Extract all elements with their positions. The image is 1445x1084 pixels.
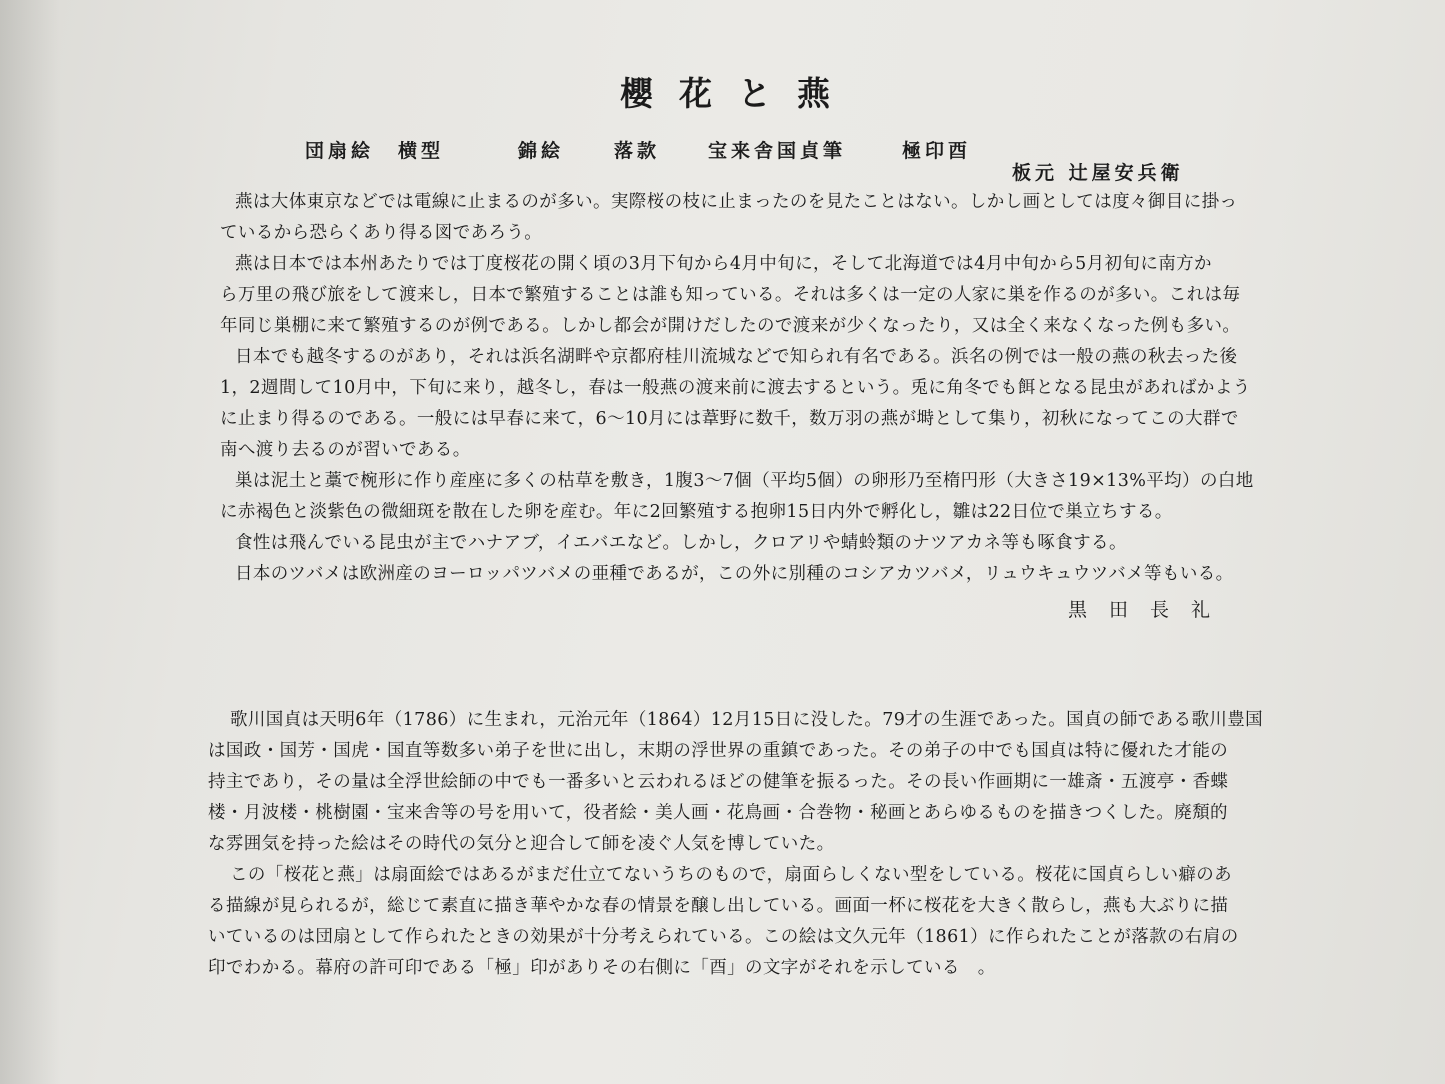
paragraph-line: この「桜花と燕」は扇面絵ではあるがまだ仕立てないうちのもので，扇面らしくない型をしている。桜花に国貞らしい癖のあ [230, 865, 1233, 885]
paragraph-line: 巣は泥土と藁で椀形に作り産座に多くの枯草を敷き，1腹3～7個（平均5個）の卵形乃至楕円形（大きさ19×13%平均）の白地 [235, 471, 1254, 491]
paragraph-line: に赤褐色と淡紫色の微細斑を散在した卵を産む。年に2回繁殖する抱卵15日内外で孵化し，雛は22日位で巣立ちする。 [220, 502, 1173, 522]
meta-publisher: 板元 辻屋安兵衛 [1012, 162, 1184, 184]
paragraph-line: 年同じ巣棚に来て繁殖するのが例である。しかし都会が開けだしたので渡来が少くなったり，又は全く来なくなった例も多い。 [220, 316, 1241, 336]
paragraph-line: る描線が見られるが，総じて素直に描き華やかな春の情景を醸し出している。画面一杯に桜花を大きく散らし，燕も大ぶりに描 [208, 896, 1229, 916]
paragraph-line: な雰囲気を持った絵はその時代の気分と迎合して師を凌ぐ人気を博していた。 [208, 834, 835, 854]
meta-signature: 宝来舎国貞筆 [708, 140, 847, 162]
paragraph-line: は国政・国芳・国虎・国直等数多い弟子を世に出し，末期の浮世界の重鎮であった。その弟子の中でも国貞は特に優れた才能の [208, 741, 1229, 761]
paragraph-line: 日本のツバメは欧洲産のヨーロッパツバメの亜種であるが，この外に別種のコシアカツバメ，リュウキュウツバメ等もいる。 [235, 564, 1234, 584]
artist-commentary [208, 705, 1263, 984]
paragraph-line: 南へ渡り去るのが習いである。 [220, 440, 471, 460]
paragraph-line: 歌川国貞は天明6年（1786）に生まれ，元治元年（1864）12月15日に没した。79才の生涯であった。国貞の師である歌川豊国 [230, 710, 1264, 730]
meta-orientation: 横型 [398, 140, 445, 162]
author-name: 黒田長礼 [1068, 599, 1233, 621]
paragraph-line: 燕は大体東京などでは電線に止まるのが多い。実際桜の枝に止まったのを見たことはない。しかし画としては度々御目に掛っ [235, 192, 1238, 212]
page-edge-shadow [0, 0, 60, 1084]
swallow-description [220, 187, 1254, 590]
paragraph-line: いているのは団扇として作られたときの効果が十分考えられている。この絵は文久元年（1861）に作られたことが落款の右肩の [208, 927, 1239, 947]
paragraph-line: 1，2週間して10月中，下旬に来り，越冬し，春は一般燕の渡来前に渡去するという。兎に角冬でも餌となる昆虫があればかよう [220, 378, 1251, 398]
paragraph-line: 食性は飛んでいる昆虫が主でハナアブ，イエバエなど。しかし，クロアリや蜻蛉類のナツアカネ等も啄食する。 [235, 533, 1127, 553]
paragraph-line: 持主であり，その量は全浮世絵師の中でも一番多いと云われるほどの健筆を振るった。その長い作画期に一雄斎・五渡亭・香蝶 [208, 772, 1229, 792]
meta-format: 団扇絵 [305, 140, 375, 162]
paragraph-line: ているから恐らくあり得る図であろう。 [220, 223, 543, 243]
meta-seal: 極印酉 [902, 140, 972, 162]
paragraph-line: に止まり得るのである。一般には早春に来て，6～10月には葦野に数千，数万羽の燕が塒として集り，初秋になってこの大群で [220, 409, 1239, 429]
paragraph-line: 燕は日本では本州あたりでは丁度桜花の開く頃の3月下旬から4月中旬に，そして北海道では4月中旬から5月初旬に南方か [235, 254, 1212, 274]
page-title: 櫻花と燕 [620, 74, 856, 113]
paragraph-line: 印でわかる。幕府の許可印である「極」印がありその右側に「酉」の文字がそれを示している 。 [208, 958, 996, 978]
meta-signature-label: 落款 [614, 140, 661, 162]
meta-type: 錦絵 [518, 140, 565, 162]
paragraph-line: ら万里の飛び旅をして渡来し，日本で繁殖することは誰も知っている。それは多くは一定の人家に巣を作るのが多い。これは毎 [220, 285, 1241, 305]
paragraph-line: 楼・月波楼・桃樹園・宝来舎等の号を用いて，役者絵・美人画・花鳥画・合巻物・秘画とあらゆるものを描きつくした。廃頽的 [208, 803, 1228, 823]
paragraph-line: 日本でも越冬するのがあり，それは浜名湖畔や京都府桂川流城などで知られ有名である。浜名の例では一般の燕の秋去った後 [235, 347, 1238, 367]
